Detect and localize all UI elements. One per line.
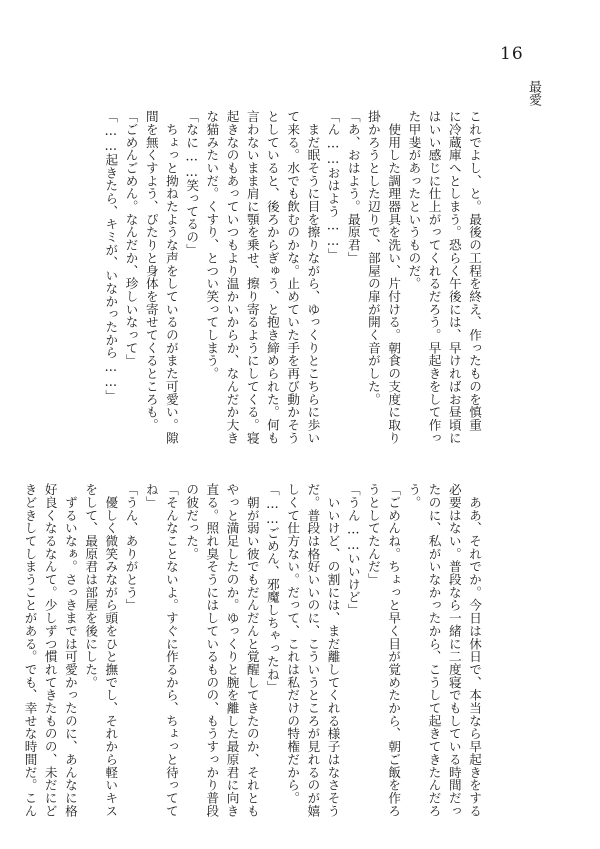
text-line: これでよし、と。最後の工程を終え、作ったものを慎重	[467, 110, 482, 432]
text-line: の彼だった。	[184, 483, 200, 561]
upper-text-block	[60, 110, 484, 445]
text-line: 「……起きたら、キミが、いなかったから……」	[103, 110, 119, 403]
text-line: ずるいなぁ。さっきまでは可愛かったのに、あんなに格	[62, 483, 78, 818]
text-line: をして、最原君は部屋を後にした。	[83, 483, 99, 689]
text-line: いいけど、の割には、まだ離してくれる様子はなさそう	[325, 483, 341, 818]
text-line: 直る。照れ臭そうにはしているものの、もうすっかり普段	[204, 483, 220, 818]
text-line: としていると、後ろからぎゅう、と抱き締められた。何も	[264, 110, 280, 445]
text-line: 使用した調理器具を洗い、片付ける。朝食の支度に取り	[386, 110, 402, 445]
text-line: 必要はない。普段なら一緒に二度寝でもしている時間だっ	[446, 483, 462, 818]
text-line: 「うん……いいけど」	[345, 483, 361, 617]
text-line: 言わないまま肩に顎を乗せ、擦り寄るようにしてくる。寝	[244, 110, 260, 445]
text-line: だ。普段は格好いいのに、こういうところが見れるのが嬉	[305, 483, 321, 818]
text-line: う。	[406, 483, 422, 509]
text-line: に冷蔵庫へとしまう。恐らく午後には、早ければお昼頃に	[446, 110, 462, 445]
text-line: たのに、私がいなかったから、こうして起きてきたんだろ	[426, 483, 442, 818]
lower-text-block	[22, 483, 484, 818]
text-line: 間を無くすよう、ぴたりと身体を寄せてくるところも。	[143, 110, 159, 432]
text-line: 優しく微笑みながら頭をひと撫でし、それから軽いキス	[103, 483, 119, 818]
text-line: て来る。水でも飲むのかな。止めていた手を再び動かそう	[285, 110, 301, 445]
text-line: 「うん、ありがとう」	[123, 483, 139, 612]
text-line: 「……ごめん、邪魔しちゃったね」	[264, 483, 280, 694]
text-line: まだ眠そうに目を擦りながら、ゆっくりとこちらに歩い	[305, 110, 321, 445]
text-line: しくて仕方ない。だって、これは私だけの特権だから。	[285, 483, 301, 805]
text-line: うとしてたんだ」	[365, 483, 381, 586]
text-line: ちょっと拗ねたような声をしているのがまた可愛い。隙	[163, 110, 179, 445]
running-head: 最愛	[526, 80, 541, 106]
text-line: 「あ、おはよう。最原君」	[345, 110, 361, 265]
text-line: やっと満足したのか。ゆっくりと腕を離した最原君に向き	[224, 483, 240, 818]
text-line: きどきしてしまうことがある。でも、幸せな時間だ。こん	[22, 483, 38, 818]
text-line: ああ、それでか。今日は休日で、本当なら早起きをする	[467, 483, 482, 818]
text-line: た甲斐があったというものだ。	[406, 110, 422, 290]
text-line: はいい感じに仕上がってくれるだろう。早起きをして作っ	[426, 110, 442, 445]
text-line: ね」	[143, 483, 159, 509]
text-line: 「ん……おはよう……」	[325, 110, 341, 261]
text-line: 好良くなるなんて。少しずつ慣れてきたものの、未だにど	[42, 483, 58, 818]
text-line: 「ごめんね。ちょっと早く目が覚めたから、朝ご飯を作ろ	[386, 483, 402, 818]
text-line: 起きなのもあっていつもより温かいからか、なんだか大き	[224, 110, 240, 445]
text-line: 「ごめんごめん。なんだか、珍しいなって」	[123, 110, 139, 367]
text-line: な猫みたいだ。くすり、とつい笑ってしまう。	[204, 110, 220, 380]
text-line: 「なに……笑ってるの」	[184, 110, 200, 257]
page-number: 16	[500, 44, 524, 64]
text-line: 掛かろうとした辺りで、部屋の扉が開く音がした。	[365, 110, 381, 406]
text-line: 「そんなことないよ。すぐに作るから、ちょっと待ってて	[163, 483, 179, 818]
text-line: 朝が弱い彼でもだんだんと覚醒してきたのか、それとも	[244, 483, 260, 818]
